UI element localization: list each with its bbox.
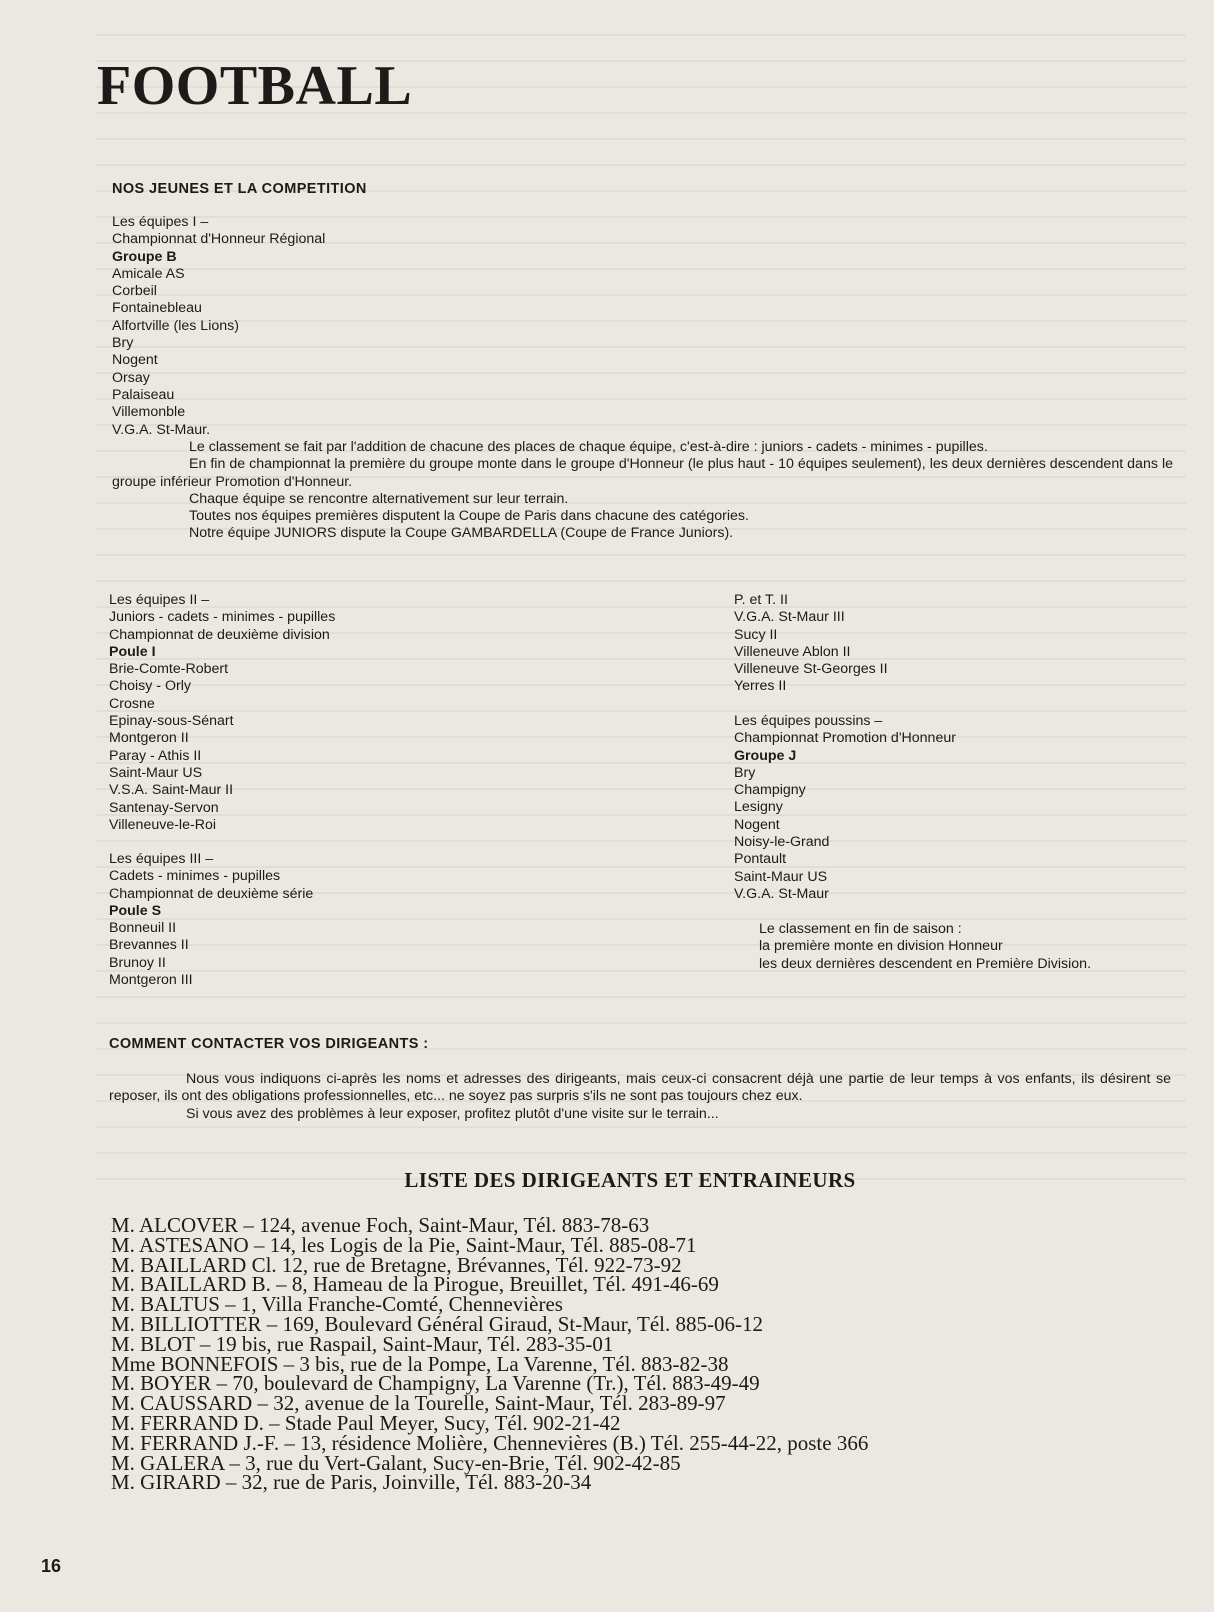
classement-paragraphs (112, 439, 1173, 543)
contact-paragraphs (109, 1071, 1171, 1123)
list-line: Nogent (734, 816, 780, 833)
paragraph-fin-championnat: En fin de championnat la première du groupe monte dans le groupe d'Honneur (le plus haut - 10 équipes seulement), les deux dernières descendent dans le groupe inférieur Promotion d'Honneur. (112, 456, 1173, 490)
list-line: Epinay-sous-Sénart (109, 713, 234, 730)
list-line: Championnat de deuxième division (109, 626, 330, 643)
teams-1-list (112, 214, 325, 439)
list-line: Montgeron III (109, 972, 193, 989)
list-line: Nogent (112, 352, 158, 369)
teams-2-continued-list (734, 592, 888, 696)
dirigeants-list (111, 1213, 869, 1495)
list-line: Saint-Maur US (109, 764, 203, 781)
paragraph-gambardella: Notre équipe JUNIORS dispute la Coupe GAMBARDELLA (Coupe de France Juniors). (189, 525, 734, 542)
page-title: FOOTBALL (97, 55, 413, 117)
list-line: Montgeron II (109, 730, 189, 747)
list-line: P. et T. II (734, 592, 788, 608)
list-line: Championnat de deuxième série (109, 885, 314, 902)
dirigeant-entry: M. BLOT – 19 bis, rue Raspail, Saint-Maur, Tél. 283-35-01 (111, 1331, 614, 1356)
list-line: Bry (734, 764, 756, 781)
paragraph-contact-intro: Nous vous indiquons ci-après les noms et adresses des dirigeants, mais ceux-ci consacrent déjà une partie de leur temps à vos enfants, ils désirent se reposer, ils ont des obligations professionnelles, etc... ne soyez pas surpris s'ils ne sont pas toujours chez eux. (109, 1071, 1171, 1105)
list-line: Villeneuve Ablon II (734, 643, 851, 660)
dirigeant-entry: M. FERRAND D. – Stade Paul Meyer, Sucy, Tél. 902-21-42 (111, 1410, 621, 1435)
dirigeant-entry: M. ASTESANO – 14, les Logis de la Pie, Saint-Maur, Tél. 885-08-71 (111, 1232, 697, 1257)
dirigeant-entry: M. GIRARD – 32, rue de Paris, Joinville, Tél. 883-20-34 (111, 1470, 592, 1495)
list-line: Brevannes II (109, 937, 189, 954)
dirigeant-entry: M. BAILLARD B. – 8, Hameau de la Pirogue, Breuillet, Tél. 491-46-69 (111, 1272, 719, 1297)
dirigeant-entry: M. FERRAND J.-F. – 13, résidence Molière, Chennevières (B.) Tél. 255-44-22, poste 366 (111, 1430, 869, 1455)
list-line: Championnat d'Honneur Régional (112, 231, 326, 248)
list-line: les deux dernières descendent en Première Division. (759, 955, 1092, 972)
end-of-season-note (759, 921, 1091, 973)
list-line: la première monte en division Honneur (759, 938, 1003, 955)
paragraph-rencontre: Chaque équipe se rencontre alternativement sur leur terrain. (189, 490, 569, 507)
list-line: Villemonble (112, 404, 186, 421)
list-line: Santenay-Servon (109, 799, 219, 816)
teams-2-list (109, 592, 335, 834)
list-line: Paray - Athis II (109, 747, 202, 764)
list-line: Alfortville (les Lions) (112, 317, 239, 334)
paragraph-coupe-paris: Toutes nos équipes premières disputent la Coupe de Paris dans chacune des catégories. (189, 508, 749, 525)
list-line: Corbeil (112, 283, 157, 300)
list-line: Poule S (109, 902, 162, 919)
dirigeant-entry: M. CAUSSARD – 32, avenue de la Tourelle, Saint-Maur, Tél. 283-89-97 (111, 1391, 726, 1416)
list-line: Amicale AS (112, 265, 185, 282)
list-line: Choisy - Orly (109, 678, 191, 695)
list-line: Sucy II (734, 626, 778, 643)
list-line: Villeneuve-le-Roi (109, 816, 216, 833)
list-line: Brunoy II (109, 954, 166, 971)
list-line: Villeneuve St-Georges II (734, 661, 888, 678)
list-line: Noisy-le-Grand (734, 834, 830, 851)
list-line: Saint-Maur US (734, 868, 828, 885)
list-line: Groupe B (112, 248, 177, 265)
poussins-list (734, 713, 956, 903)
list-line: Juniors - cadets - minimes - pupilles (109, 609, 336, 626)
teams-3-list (109, 851, 313, 989)
list-line: Bry (112, 335, 134, 352)
paragraph-classement: Le classement se fait par l'addition de chacune des places de chaque équipe, c'est-à-dire : juniors - cadets - minimes - pupilles. (189, 439, 988, 455)
list-line: Crosne (109, 695, 155, 712)
dirigeant-entry: Mme BONNEFOIS – 3 bis, rue de la Pompe, La Varenne, Tél. 883-82-38 (111, 1351, 729, 1376)
list-line: Cadets - minimes - pupilles (109, 868, 281, 885)
dirigeant-entry: M. BALTUS – 1, Villa Franche-Comté, Chennevières (111, 1292, 563, 1317)
section-heading-contact: COMMENT CONTACTER VOS DIRIGEANTS : (109, 1036, 429, 1052)
list-line: Fontainebleau (112, 300, 202, 317)
list-line: Pontault (734, 851, 787, 868)
list-line: Orsay (112, 369, 150, 386)
list-line: Le classement en fin de saison : (759, 921, 962, 937)
list-line: Yerres II (734, 678, 787, 695)
list-line: Brie-Comte-Robert (109, 661, 229, 678)
dirigeant-entry: M. ALCOVER – 124, avenue Foch, Saint-Maur, Tél. 883-78-63 (111, 1213, 650, 1237)
list-line: V.G.A. St-Maur. (112, 421, 211, 438)
dirigeant-entry: M. BAILLARD Cl. 12, rue de Bretagne, Brévannes, Tél. 922-73-92 (111, 1252, 682, 1277)
list-line: V.S.A. Saint-Maur II (109, 782, 234, 799)
dirigeant-entry: M. BILLIOTTER – 169, Boulevard Général Giraud, St-Maur, Tél. 885-06-12 (111, 1311, 763, 1336)
list-line: Les équipes I – (112, 214, 209, 230)
list-line: Groupe J (734, 747, 797, 764)
list-line: Palaiseau (112, 386, 175, 403)
list-line: Champigny (734, 782, 806, 799)
dirigeants-list-heading: LISTE DES DIRIGEANTS ET ENTRAINEURS (404, 1168, 856, 1192)
section-heading-competition: NOS JEUNES ET LA COMPETITION (112, 181, 367, 197)
list-line: Poule I (109, 643, 156, 660)
list-line: Championnat Promotion d'Honneur (734, 730, 956, 747)
list-line: Les équipes poussins – (734, 713, 883, 729)
dirigeant-entry: M. BOYER – 70, boulevard de Champigny, La Varenne (Tr.), Tél. 883-49-49 (111, 1371, 760, 1396)
list-line: V.G.A. St-Maur (734, 885, 829, 902)
list-line: Les équipes II – (109, 592, 210, 608)
list-line: Bonneuil II (109, 920, 177, 937)
page-number: 16 (41, 1556, 62, 1576)
list-line: Les équipes III – (109, 851, 214, 867)
paragraph-contact-terrain: Si vous avez des problèmes à leur exposer, profitez plutôt d'une visite sur le terrain... (186, 1105, 719, 1122)
dirigeant-entry: M. GALERA – 3, rue du Vert-Galant, Sucy-en-Brie, Tél. 902-42-85 (111, 1450, 681, 1475)
list-line: Lesigny (734, 799, 783, 816)
list-line: V.G.A. St-Maur III (734, 609, 845, 626)
